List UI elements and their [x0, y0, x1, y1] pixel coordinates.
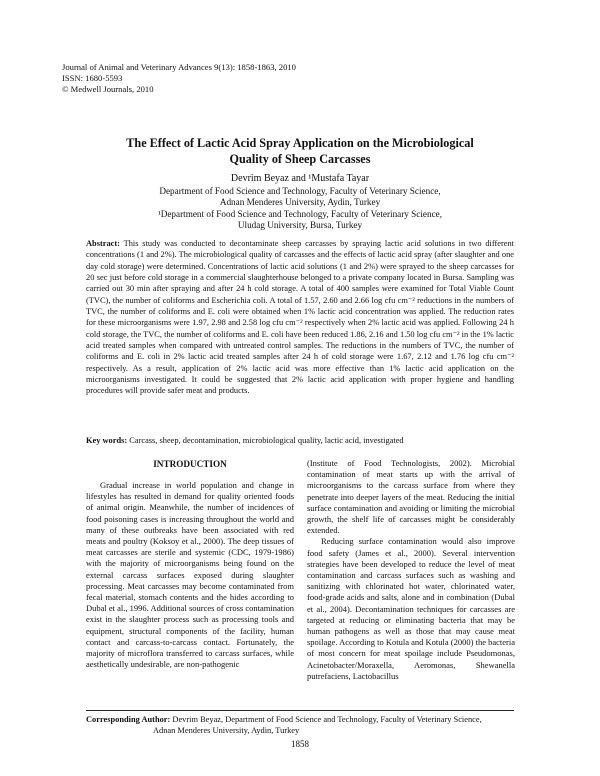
introduction-paragraph-1: Gradual increase in world population and change in lifestyles has resulted in demand for quality oriented foods of animal origin. Meanwhile, the number of incidences of food poisoning cases is increasing throughout the world and many of these outbreaks have been associated with red meats and poultry (Koksoy et al., 2000). The deep tissues of meat carcasses are sterile and systemic (CDC, 1979-1986) with the majority of microorganisms being found on the external carcass surfaces exposed during slaughter processing. Meat carcasses may become contaminated from fecal material, stomach contents and the hides according to Dubal et al., 1996. Additional sources of cross contamination exist in the slaughter process such as processing tools and equipment, structural components of the facility, human contact and carcass-to-carcass contact. Fortunately, the majority of microflora transferred to carcass surfaces, while aesthetically undesirable, are non-pathogenic	[86, 480, 294, 670]
abstract-label: Abstract:	[86, 239, 120, 248]
keywords-label: Key words:	[86, 436, 128, 445]
affiliation-1-line1: Department of Food Science and Technology, Faculty of Veterinary Science,	[159, 185, 441, 196]
keywords-text: Carcass, sheep, decontamination, microbiological quality, lactic acid, investigated	[127, 436, 404, 445]
author-block	[60, 173, 540, 232]
body-column-right	[307, 458, 515, 682]
paper-title-line1: The Effect of Lactic Acid Spray Application on the Microbiological	[126, 136, 474, 150]
corresponding-author-line2: Adnan Menderes University, Aydin, Turkey	[153, 726, 300, 735]
page-number: 1858	[291, 739, 309, 749]
introduction-paragraph-continued: (Institute of Food Technologists, 2002). Microbial contamination of meat starts up with the arrival of microorganisms to the carcass surface from where they penetrate into deeper layers of the meat. Reducing the initial surface contamination and avoiding or limiting the microbial growth, the shelf life of carcasses might be considerably extended.	[307, 458, 515, 536]
author-names: Devrim Beyaz and ¹Mustafa Tayar	[230, 173, 370, 184]
journal-copyright: © Medwell Journals, 2010	[62, 84, 154, 94]
corresponding-author-line1: Devrim Beyaz, Department of Food Science and Technology, Faculty of Veterinary Science,	[170, 715, 482, 724]
corresponding-author	[86, 714, 536, 736]
abstract-text: This study was conducted to decontaminate sheep carcasses by spraying lactic acid solutions in two different concentrations (1 and 2%). The microbiological quality of carcasses and the effects of lactic acid spray (after slaughter and one day cold storage) were determined. Concentrations of lactic acid solutions (1 and 2%) were sprayed to the sheep carcasses for 20 sec just before cold storage in a commercial slaughterhouse belonged to a private company located in Bursa. Sampling was carried out 30 min after spraying and after 24 h cold storage. A total of 400 samples were examined for Total Viable Count (TVC), the number of coliforms and Escherichia coli. A total of 1.57, 2.60 and 2.66 log cfu cm⁻² reductions in the numbers of TVC, the number of coliforms and E. coli were obtained when 1% lactic acid concentration was applied. The reduction rates for these microorganisms were 1.97, 2.98 and 2.58 log cfu cm⁻² respectively when 2% lactic acid was applied. Following 24 h cold storage, the TVC, the number of coliforms and E. coli have been reduced 1.86, 2.16 and 1.50 log cfu cm⁻² in the 1% lactic acid treated samples when compared with untreated control samples. The reductions in the numbers of TVC, the number of coliforms and E. coli in 2% lactic acid treated samples after 24 h of cold storage were 1.67, 2.12 and 1.76 log cfu cm⁻² respectively. As a result, application of 2% lactic acid was more effective than 1% lactic acid application on the microorganisms investigated. It could be suggested that 2% lactic acid application with proper hygiene and handling procedures will provide safer meat and products.	[86, 239, 514, 396]
body-column-left	[86, 458, 294, 670]
keywords	[86, 435, 514, 446]
affiliation-2-line1: ¹Department of Food Science and Technology, Faculty of Veterinary Science,	[157, 208, 443, 219]
footnote-divider	[86, 710, 514, 711]
affiliation-2-line2: Uludag University, Bursa, Turkey	[237, 220, 363, 231]
journal-header	[62, 62, 296, 95]
corresponding-author-label: Corresponding Author:	[86, 715, 171, 724]
abstract	[86, 238, 514, 397]
affiliation-1-line2: Adnan Menderes University, Aydin, Turkey	[219, 197, 381, 208]
journal-issn: ISSN: 1680-5593	[62, 73, 123, 83]
paper-title	[60, 135, 540, 167]
introduction-paragraph-2: Reducing surface contamination would also improve food safety (James et al., 2000). Several intervention strategies have been developed to reduce the level of meat contamination and carcass surfaces such as washing and sanitizing with chlorinated hot water, chlorinated water, food-grade acids and salts, alone and in combination (Dubal et al., 2004). Decontamination techniques for carcasses are targeted at reducing or eliminating bacteria that may be human pathogens as well as those that may cause meat spoilage. According to Kotula and Kotula (2000) the bacteria of most concern for meat spoilage include Pseudomonas, Acinetobacter/Moraxella, Aeromonas, Shewanella putrefaciens, Lactobacillus	[307, 536, 515, 681]
paper-title-line2: Quality of Sheep Carcasses	[229, 152, 371, 166]
introduction-heading: INTRODUCTION	[153, 459, 227, 469]
journal-citation: Journal of Animal and Veterinary Advances 9(13): 1858-1863, 2010	[62, 62, 296, 72]
